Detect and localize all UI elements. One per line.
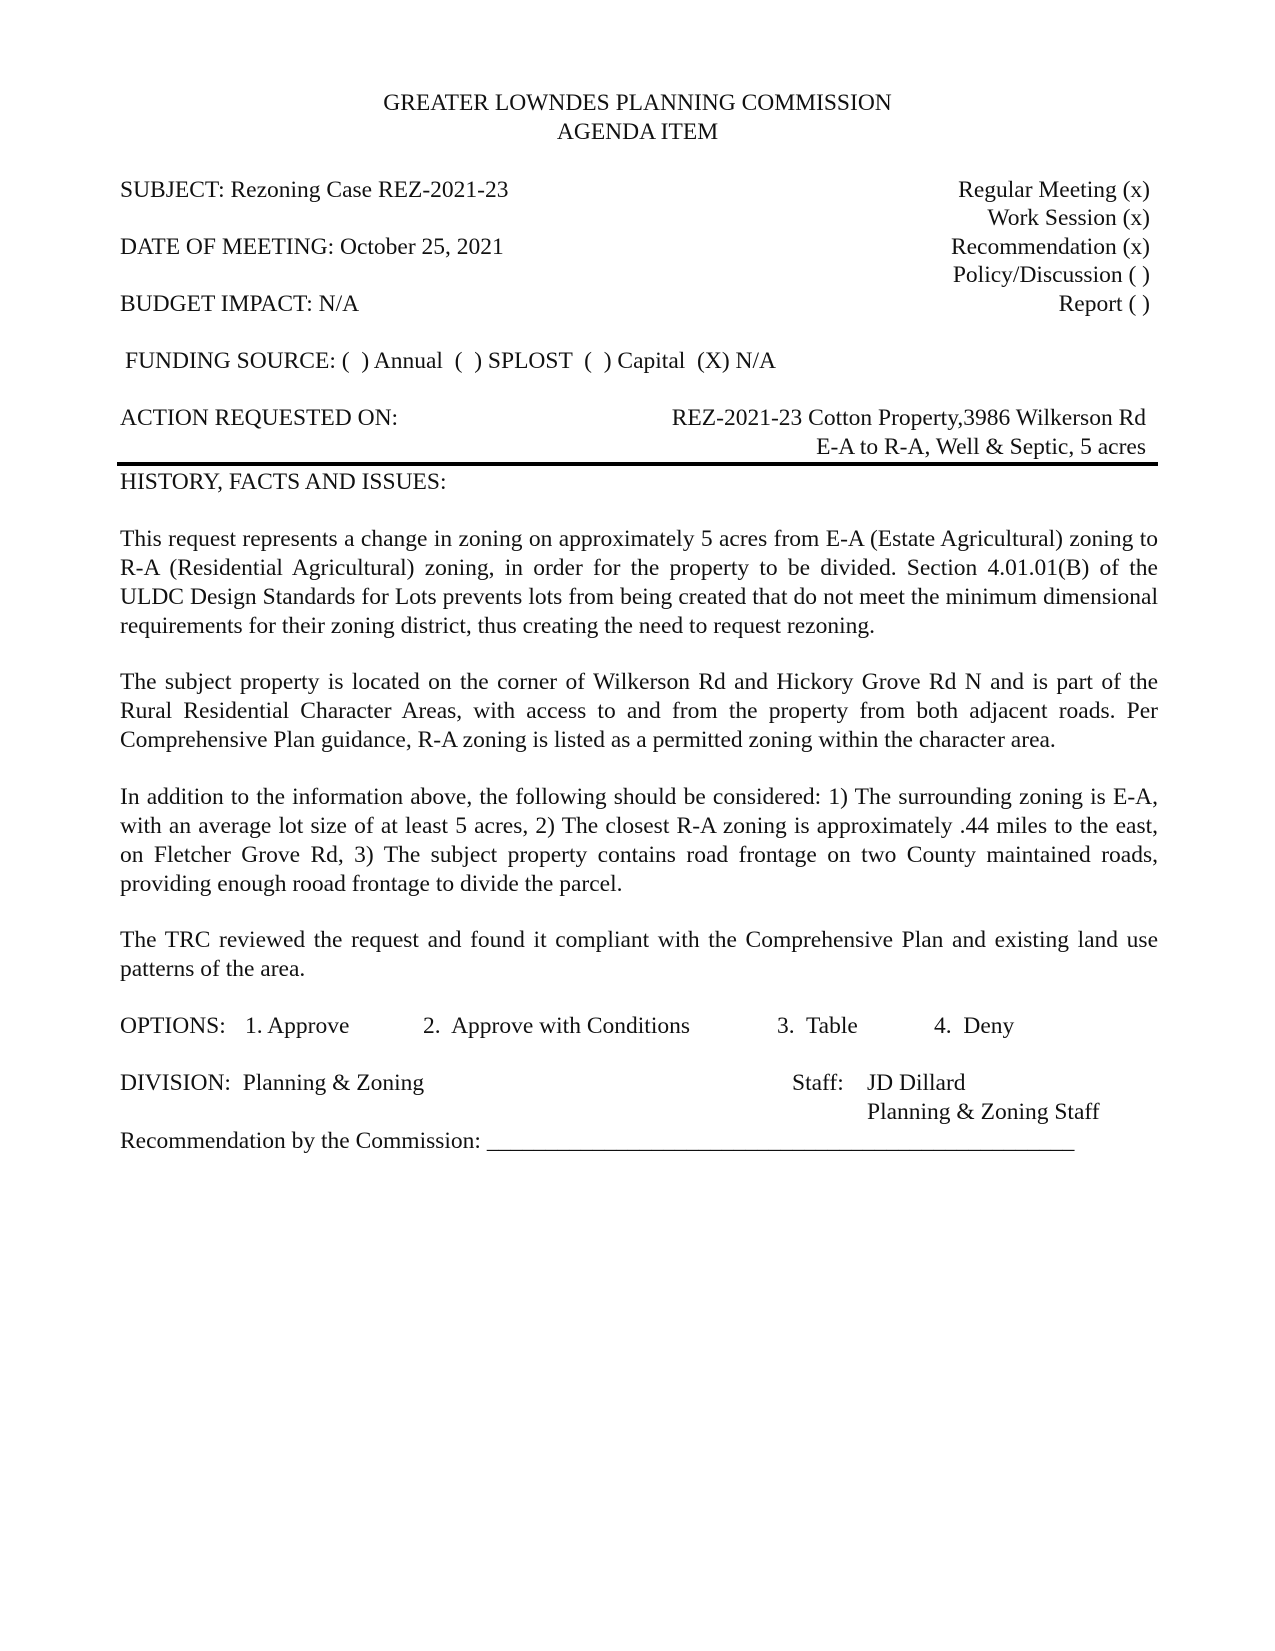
action-requested-line1: REZ-2021-23 Cotton Property,3986 Wilkerson Rd <box>671 405 1146 431</box>
header-doc-type: AGENDA ITEM <box>556 119 719 145</box>
section-divider <box>117 462 1158 466</box>
option-table: 3. Table <box>777 1013 858 1039</box>
meeting-type-recommendation: Recommendation (x) <box>950 234 1150 260</box>
meeting-type-work-session: Work Session (x) <box>987 205 1150 231</box>
history-heading: HISTORY, FACTS AND ISSUES: <box>120 469 447 495</box>
recommendation-label <box>120 1127 1074 1156</box>
option-approve: 1. Approve <box>245 1013 350 1039</box>
history-paragraph-4: The TRC reviewed the request and found it compliant with the Comprehensive Plan and existing land use patterns of the area. <box>120 927 1158 982</box>
options-label: OPTIONS: <box>120 1013 226 1039</box>
staff-title: Planning & Zoning Staff <box>867 1099 1100 1125</box>
action-requested-line2: E-A to R-A, Well & Septic, 5 acres <box>816 434 1146 460</box>
funding-source-field: FUNDING SOURCE: ( ) Annual ( ) SPLOST ( ) Capital (X) N/A <box>125 348 777 374</box>
option-approve-with-conditions: 2. Approve with Conditions <box>423 1013 690 1039</box>
meeting-type-policy-discussion: Policy/Discussion ( ) <box>952 262 1150 288</box>
history-paragraph-2: The subject property is located on the corner of Wilkerson Rd and Hickory Grove Rd N and is part of the Rural Residential Character Areas, with access to and from the property from both adjacent roads. Per Comprehensive Plan guidance, R-A zoning is listed as a permitted zoning within the character area. <box>120 669 1158 753</box>
history-paragraph-1: This request represents a change in zoning on approximately 5 acres from E-A (Estate Agricultural) zoning to R-A (Residential Agricultural) zoning, in order for the property to be divided. Section 4.01.01(B) of the ULDC Design Standards for Lots prevents lots from being created that do not meet the minimum dimensional requirements for their zoning district, thus creating the need to request rezoning. <box>120 526 1158 639</box>
history-paragraph-3: In addition to the information above, the following should be considered: 1) The surrounding zoning is E-A, with an average lot size of at least 5 acres, 2) The closest R-A zoning is approximately .44 miles to the east, on Fletcher Grove Rd, 3) The subject property contains road frontage on two County maintained roads, providing enough rooad frontage to divide the parcel. <box>120 784 1158 897</box>
recommendation-blank-line[interactable]: __________________________________________________ <box>486 1128 1075 1154</box>
subject-field: SUBJECT: Rezoning Case REZ-2021-23 <box>120 177 509 203</box>
date-of-meeting-field: DATE OF MEETING: October 25, 2021 <box>120 234 504 260</box>
meeting-type-report: Report ( ) <box>1058 291 1150 317</box>
header-org: GREATER LOWNDES PLANNING COMMISSION <box>383 90 892 116</box>
budget-impact-field: BUDGET IMPACT: N/A <box>120 291 360 317</box>
meeting-type-regular: Regular Meeting (x) <box>958 177 1150 203</box>
option-deny: 4. Deny <box>934 1013 1015 1039</box>
action-requested-label: ACTION REQUESTED ON: <box>120 405 399 431</box>
division-field: DIVISION: Planning & Zoning <box>120 1070 425 1096</box>
staff-label: Staff: <box>792 1070 844 1096</box>
staff-name: JD Dillard <box>867 1070 966 1096</box>
recommendation-label-text: Recommendation by the Commission: <box>120 1128 481 1154</box>
